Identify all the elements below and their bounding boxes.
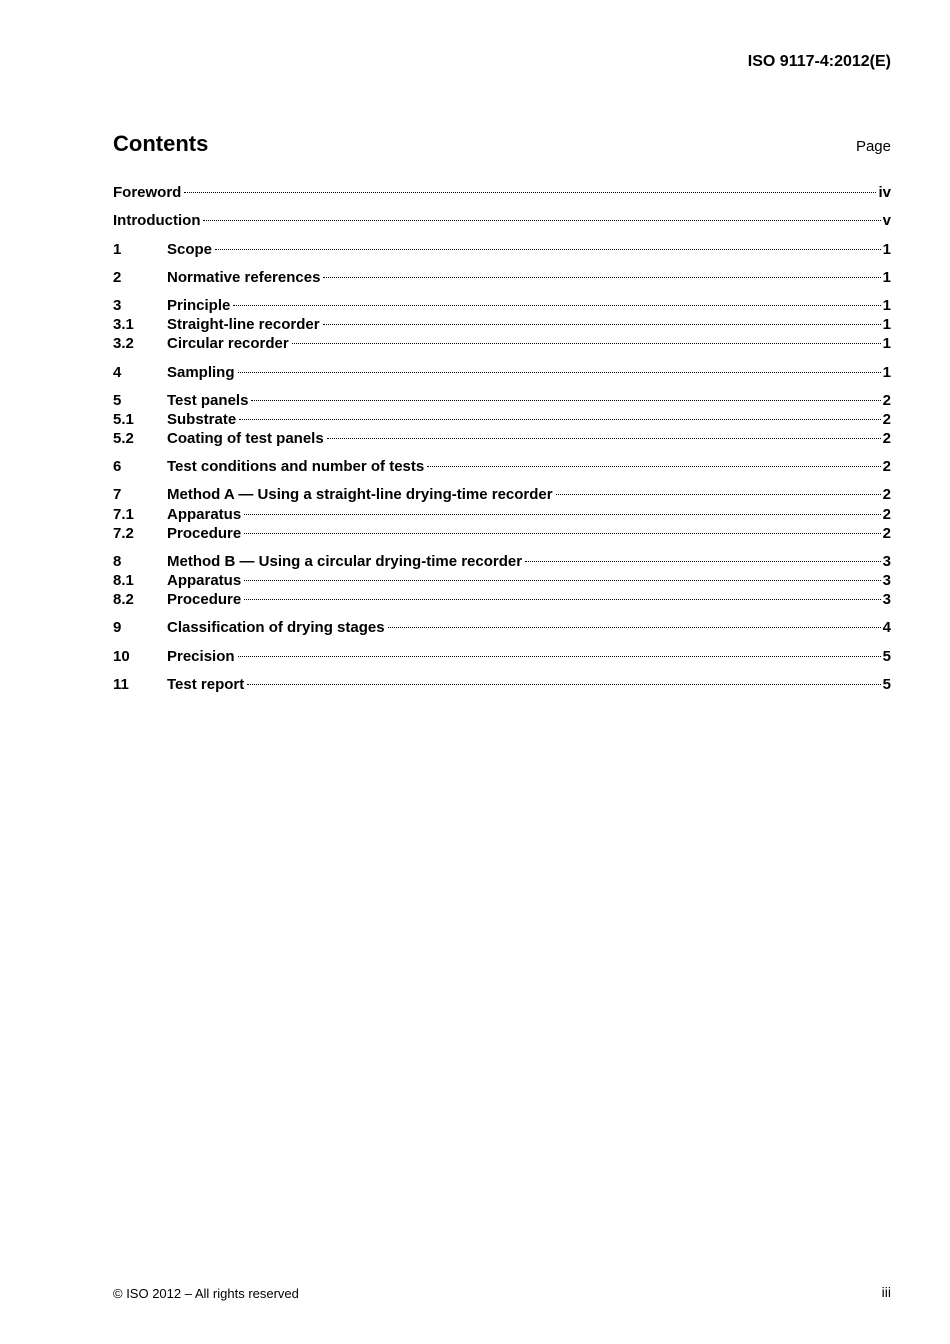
dot-leader	[203, 220, 880, 221]
toc-entry[interactable]	[113, 429, 891, 448]
toc-entry-title: Principle	[167, 297, 231, 314]
toc-entry-number: 9	[113, 619, 122, 636]
page-column-label: Page	[855, 138, 891, 155]
toc-entry-title: Apparatus	[167, 506, 242, 523]
dot-leader	[525, 561, 881, 562]
toc-entry-page: 3	[882, 572, 891, 589]
toc-entry-number: 5	[113, 392, 122, 409]
toc-entry-number: 1	[113, 241, 122, 258]
toc-entry[interactable]	[113, 524, 891, 543]
toc-entry-number: 8.2	[113, 591, 134, 608]
toc-entry[interactable]	[113, 391, 891, 410]
dot-leader	[323, 324, 881, 325]
toc-entry-number: 10	[113, 648, 130, 665]
footer-copyright: © ISO 2012 – All rights reserved	[113, 1286, 299, 1301]
toc-entry-title: Apparatus	[167, 572, 242, 589]
toc-entry-title: Test panels	[167, 392, 249, 409]
toc-entry-number: 3.1	[113, 316, 134, 333]
toc-entry-page: 2	[882, 392, 891, 409]
toc-entry-foreword[interactable]	[113, 183, 891, 202]
toc-entry-number: 8	[113, 553, 122, 570]
toc-entry-title: Introduction	[113, 212, 201, 229]
toc-entry-page: 1	[882, 364, 891, 381]
document-id: ISO 9117-4:2012(E)	[747, 53, 891, 70]
toc-entry-title: Normative references	[167, 269, 321, 286]
toc-entry-page: 2	[882, 486, 891, 503]
toc-entry[interactable]	[113, 485, 891, 504]
toc-entry[interactable]	[113, 552, 891, 571]
toc-entry-number: 6	[113, 458, 122, 475]
toc-entry-page: 1	[882, 297, 891, 314]
dot-leader	[239, 419, 880, 420]
toc-entry-title: Scope	[167, 241, 213, 258]
toc-entry-number: 7	[113, 486, 122, 503]
dot-leader	[244, 514, 880, 515]
toc-entry-title: Sampling	[167, 364, 235, 381]
toc-entry-title: Method A — Using a straight-line drying-time recorder	[167, 486, 553, 503]
toc-entry-page: 2	[882, 458, 891, 475]
dot-leader	[244, 580, 880, 581]
toc-entry-introduction[interactable]	[113, 211, 891, 230]
toc-entry-page: 5	[882, 676, 891, 693]
dot-leader	[292, 343, 881, 344]
dot-leader	[427, 466, 880, 467]
toc-entry-number: 4	[113, 364, 122, 381]
toc-entry[interactable]	[113, 315, 891, 334]
toc-entry-page: 2	[882, 506, 891, 523]
toc-entry-number: 7.2	[113, 525, 134, 542]
toc-entry[interactable]	[113, 618, 891, 637]
toc-entry-number: 5.2	[113, 430, 134, 447]
toc-entry-page: v	[882, 212, 891, 229]
toc-entry[interactable]	[113, 457, 891, 476]
toc-entry-title: Test report	[167, 676, 245, 693]
toc-entry-page: 5	[882, 648, 891, 665]
toc-entry[interactable]	[113, 590, 891, 609]
toc-entry-page: 1	[882, 269, 891, 286]
toc-entry-number: 2	[113, 269, 122, 286]
toc-entry-title: Foreword	[113, 184, 182, 201]
toc-entry-title: Straight-line recorder	[167, 316, 320, 333]
toc-entry-number: 7.1	[113, 506, 134, 523]
dot-leader	[244, 533, 880, 534]
contents-title: Contents	[113, 131, 209, 156]
toc-entry-page: 4	[882, 619, 891, 636]
toc-entry-page: 1	[882, 241, 891, 258]
toc-entry-title: Coating of test panels	[167, 430, 324, 447]
toc-entry[interactable]	[113, 296, 891, 315]
dot-leader	[215, 249, 881, 250]
toc-entry-title: Substrate	[167, 411, 237, 428]
toc-entry[interactable]	[113, 240, 891, 259]
dot-leader	[251, 400, 880, 401]
toc-entry-number: 3	[113, 297, 122, 314]
toc-entry-number: 3.2	[113, 335, 134, 352]
dot-leader	[184, 192, 876, 193]
dot-leader	[238, 656, 881, 657]
toc-entry[interactable]	[113, 363, 891, 382]
toc-entry[interactable]	[113, 334, 891, 353]
toc-entry-page: 2	[882, 430, 891, 447]
dot-leader	[244, 599, 880, 600]
toc-entry-title: Method B — Using a circular drying-time recorder	[167, 553, 523, 570]
toc-entry-page: 1	[882, 316, 891, 333]
toc-entry-number: 11	[113, 676, 129, 693]
dot-leader	[247, 684, 880, 685]
toc-entry[interactable]	[113, 410, 891, 429]
toc-entry-title: Procedure	[167, 525, 242, 542]
dot-leader	[388, 627, 881, 628]
dot-leader	[327, 438, 881, 439]
toc-entry-title: Circular recorder	[167, 335, 289, 352]
toc-entry-title: Precision	[167, 648, 235, 665]
toc-entry-page: 2	[882, 411, 891, 428]
dot-leader	[556, 494, 881, 495]
toc-entry-number: 5.1	[113, 411, 134, 428]
toc-entry-page: iv	[878, 184, 891, 201]
toc-entry[interactable]	[113, 268, 891, 287]
dot-leader	[323, 277, 880, 278]
toc-entry-number: 8.1	[113, 572, 134, 589]
toc-entry[interactable]	[113, 505, 891, 524]
dot-leader	[233, 305, 880, 306]
footer-page-number: iii	[881, 1284, 891, 1300]
toc-entry[interactable]	[113, 571, 891, 590]
toc-entry[interactable]	[113, 675, 891, 694]
toc-entry-title: Test conditions and number of tests	[167, 458, 425, 475]
toc-entry[interactable]	[113, 647, 891, 666]
toc-entry-title: Classification of drying stages	[167, 619, 385, 636]
toc-entry-page: 1	[882, 335, 891, 352]
dot-leader	[238, 372, 881, 373]
toc-entry-page: 2	[882, 525, 891, 542]
toc-entry-page: 3	[882, 591, 891, 608]
toc-entry-title: Procedure	[167, 591, 242, 608]
toc-entry-page: 3	[882, 553, 891, 570]
